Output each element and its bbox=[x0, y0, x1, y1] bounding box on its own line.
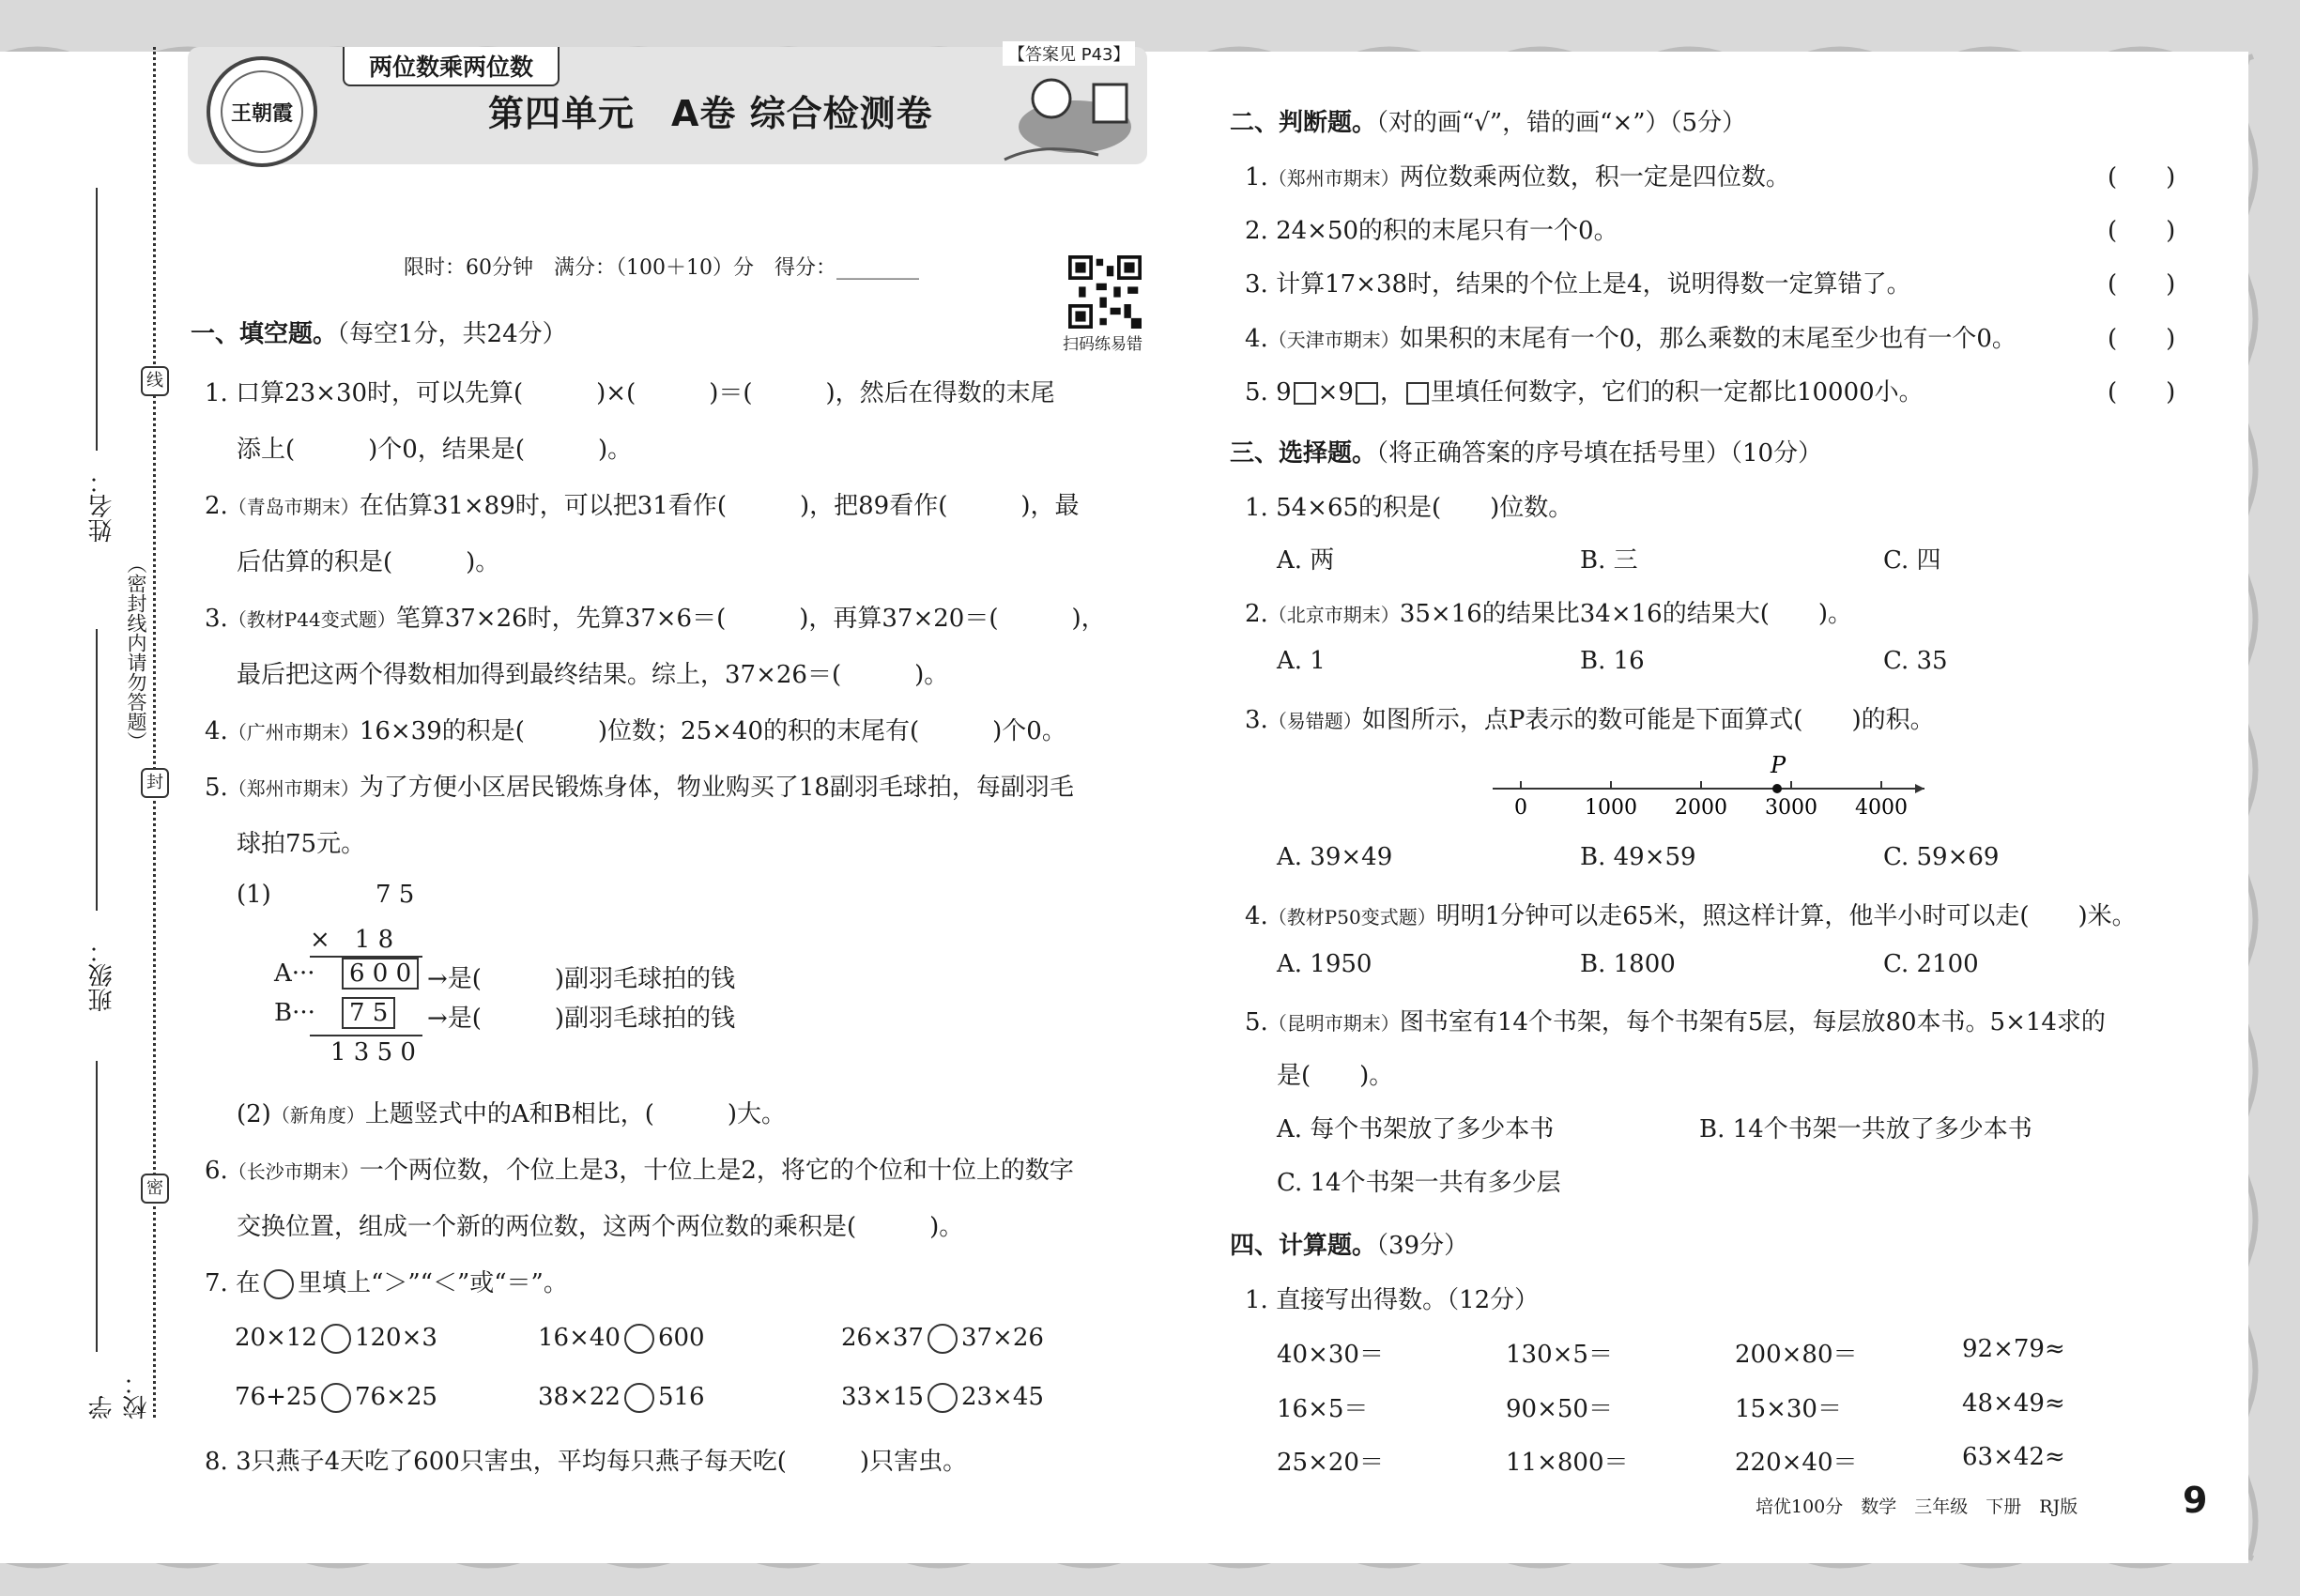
section-2-info: （对的画“√”，错的画“×”）（5分） bbox=[1376, 109, 1747, 137]
choice-3-source: （易错题） bbox=[1267, 710, 1362, 732]
q5-source: （郑州市期末） bbox=[227, 777, 360, 800]
seal-dotted-line bbox=[153, 47, 156, 1418]
section-1-title: 一、填空题。 bbox=[191, 320, 338, 348]
compare-circle[interactable] bbox=[321, 1383, 351, 1413]
square-blank-icon bbox=[1356, 382, 1378, 405]
seal-note: （密封线内请勿答题） bbox=[125, 554, 147, 751]
name-field[interactable] bbox=[96, 188, 98, 451]
q5-part2 bbox=[237, 1095, 786, 1129]
choice-5-number: 5. bbox=[1245, 1008, 1268, 1036]
calc-1-heading: 1. 直接写出得数。（12分） bbox=[1245, 1286, 1540, 1314]
tick-label: 0 bbox=[1514, 796, 1527, 820]
choice-5-option-b[interactable]: B. 14个书架一共放了多少本书 bbox=[1699, 1115, 2032, 1143]
calc-item: 16×5＝ bbox=[1277, 1395, 1369, 1423]
judge-5-text-c: ， bbox=[1379, 378, 1404, 407]
q4-line bbox=[205, 712, 1066, 746]
choice-3-option-a[interactable]: A. 39×49 bbox=[1277, 843, 1393, 871]
calc-item: 25×20＝ bbox=[1277, 1449, 1384, 1477]
q6-number: 6. bbox=[205, 1157, 228, 1185]
choice-2-option-a[interactable]: A. 1 bbox=[1277, 647, 1326, 675]
judge-1-text: 两位数乘两位数，积一定是四位数。 bbox=[1399, 163, 1790, 192]
compare-left: 33×15 bbox=[841, 1383, 924, 1411]
vertical-calc-a-label: A··· bbox=[274, 959, 315, 988]
judge-5-text-d: 里填任何数字，它们的积一定都比10000小。 bbox=[1430, 378, 1924, 407]
section-2-heading bbox=[1230, 103, 1746, 138]
judge-4 bbox=[1245, 319, 2016, 354]
q5-part1-label: (1) bbox=[237, 881, 271, 909]
section-4-heading bbox=[1230, 1226, 1468, 1261]
q6-text: 一个两位数，个位上是3，十位上是2，将它的个位和十位上的数字 bbox=[359, 1157, 1074, 1185]
calc-item: 48×49≈ bbox=[1962, 1389, 2065, 1418]
calc-item: 200×80＝ bbox=[1735, 1341, 1858, 1369]
vertical-calc-result: 1 3 5 0 bbox=[330, 1038, 416, 1067]
tick-label: 4000 bbox=[1855, 796, 1908, 820]
circle-blank-icon bbox=[264, 1269, 294, 1299]
calc-item: 220×40＝ bbox=[1735, 1449, 1858, 1477]
choice-4-option-c[interactable]: C. 2100 bbox=[1883, 950, 1979, 978]
name-label: 姓名： bbox=[88, 469, 116, 543]
choice-2-source: （北京市期末） bbox=[1267, 604, 1400, 626]
q5-text: 为了方便小区居民锻炼身体，物业购买了18副羽毛球拍，每副羽毛 bbox=[359, 774, 1074, 802]
calc-item: 130×5＝ bbox=[1506, 1341, 1613, 1369]
q5-line1 bbox=[205, 768, 1074, 803]
choice-5-line1 bbox=[1245, 1003, 2106, 1037]
choice-1-option-b[interactable]: B. 三 bbox=[1580, 546, 1638, 575]
vertical-calc-multiplier: × 1 8 bbox=[310, 926, 394, 954]
q6-source: （长沙市期末） bbox=[227, 1160, 360, 1183]
q4-text: 16×39的积是( )位数；25×40的积的末尾有( )个0。 bbox=[359, 717, 1066, 745]
square-blank-icon bbox=[1406, 382, 1429, 405]
section-4-title: 四、计算题。 bbox=[1230, 1232, 1377, 1260]
choice-5-source: （昆明市期末） bbox=[1267, 1012, 1400, 1035]
compare-circle[interactable] bbox=[928, 1324, 958, 1354]
calc-item: 63×42≈ bbox=[1962, 1443, 2065, 1471]
calc-item: 11×800＝ bbox=[1506, 1449, 1629, 1477]
header-banner bbox=[188, 47, 1147, 164]
choice-3-option-b[interactable]: B. 49×59 bbox=[1580, 843, 1696, 871]
compare-left: 26×37 bbox=[841, 1324, 924, 1352]
logo-text: 王朝霞 bbox=[221, 70, 303, 153]
judge-4-answer[interactable]: ( ) bbox=[2108, 325, 2176, 353]
choice-4-source: （教材P50变式题） bbox=[1267, 906, 1436, 928]
choice-3 bbox=[1245, 700, 1935, 735]
q3-source: （教材P44变式题） bbox=[227, 608, 396, 631]
compare-circle[interactable] bbox=[624, 1324, 654, 1354]
choice-2-option-b[interactable]: B. 16 bbox=[1580, 647, 1645, 675]
q4-source: （广州市期末） bbox=[227, 721, 360, 744]
choice-3-number: 3. bbox=[1245, 706, 1268, 734]
choice-1-option-a[interactable]: A. 两 bbox=[1277, 546, 1335, 575]
publisher-logo bbox=[207, 56, 317, 167]
q1-line1: 1. 口算23×30时，可以先算( )×( )＝( )，然后在得数的末尾 bbox=[205, 379, 1055, 407]
q1-line2: 添上( )个0，结果是( )。 bbox=[237, 436, 633, 464]
compare-circle[interactable] bbox=[928, 1383, 958, 1413]
choice-5-option-c[interactable]: C. 14个书架一共有多少层 bbox=[1277, 1169, 1561, 1197]
class-label: 班级： bbox=[88, 939, 116, 1012]
seal-mark-feng: 封 bbox=[141, 768, 169, 798]
judge-1 bbox=[1245, 158, 1790, 192]
section-1-heading bbox=[191, 315, 567, 349]
section-3-info: （将正确答案的序号填在括号里）（10分） bbox=[1376, 439, 1823, 468]
footer-info: 培优100分 数学 三年级 下册 RJ版 bbox=[1756, 1496, 2078, 1517]
judge-5-answer[interactable]: ( ) bbox=[2108, 378, 2176, 407]
school-label: 学校： bbox=[88, 1371, 151, 1420]
section-3-title: 三、选择题。 bbox=[1230, 439, 1377, 468]
q2-number: 2. bbox=[205, 492, 228, 520]
choice-2-number: 2. bbox=[1245, 600, 1268, 628]
compare-right: 23×45 bbox=[960, 1383, 1044, 1411]
choice-2-text: 35×16的结果比34×16的结果大( )。 bbox=[1399, 600, 1853, 628]
choice-1-option-c[interactable]: C. 四 bbox=[1883, 546, 1941, 575]
q3-line2: 最后把这两个得数相加得到最终结果。综上，37×26＝( )。 bbox=[237, 661, 949, 689]
school-field[interactable] bbox=[96, 1061, 98, 1352]
point-p bbox=[1772, 784, 1782, 793]
compare-right: 120×3 bbox=[354, 1324, 437, 1352]
mascot-illustration bbox=[986, 66, 1145, 164]
vertical-calc-top: 7 5 bbox=[376, 881, 415, 909]
calc-item: 92×79≈ bbox=[1962, 1335, 2065, 1363]
q8-line: 8. 3只燕子4天吃了600只害虫，平均每只燕子每天吃( )只害虫。 bbox=[205, 1448, 968, 1476]
vertical-calc-a-box bbox=[342, 958, 419, 990]
a-box-value: 6 0 0 bbox=[342, 958, 419, 990]
judge-4-text: 如果积的末尾有一个0，那么乘数的末尾至少也有一个0。 bbox=[1399, 325, 2016, 353]
q6-line1 bbox=[205, 1151, 1074, 1186]
q3-line1 bbox=[205, 599, 1106, 634]
q2-source: （青岛市期末） bbox=[227, 496, 360, 518]
choice-2 bbox=[1245, 594, 1852, 629]
compare-circle[interactable] bbox=[624, 1383, 654, 1413]
q6-line2: 交换位置，组成一个新的两位数，这两个两位数的乘积是( )。 bbox=[237, 1213, 964, 1241]
choice-1: 1. 54×65的积是( )位数。 bbox=[1245, 494, 1573, 522]
q7-text-post: 里填上“＞”“＜”或“＝”。 bbox=[298, 1269, 568, 1297]
compare-item-4 bbox=[235, 1383, 437, 1413]
unit-subtitle: 两位数乘两位数 bbox=[343, 47, 560, 86]
calc-item: 90×50＝ bbox=[1506, 1395, 1613, 1423]
judge-1-number: 1. bbox=[1245, 163, 1268, 192]
judge-3: 3. 计算17×38时，结果的个位上是4，说明得数一定算错了。 bbox=[1245, 270, 1911, 299]
judge-2-answer[interactable]: ( ) bbox=[2108, 217, 2176, 245]
seal-mark-mi: 密 bbox=[141, 1174, 169, 1204]
binding-margin bbox=[84, 47, 174, 1418]
choice-4-option-b[interactable]: B. 1800 bbox=[1580, 950, 1676, 978]
compare-left: 38×22 bbox=[538, 1383, 621, 1411]
judge-4-number: 4. bbox=[1245, 325, 1268, 353]
section-4-info: （39分） bbox=[1376, 1232, 1469, 1260]
q5-number: 5. bbox=[205, 774, 228, 802]
choice-4 bbox=[1245, 897, 2137, 931]
class-field[interactable] bbox=[96, 629, 98, 911]
section-2-title: 二、判断题。 bbox=[1230, 109, 1377, 137]
compare-item-5 bbox=[538, 1383, 705, 1413]
b-box-value: 7 5 bbox=[342, 997, 395, 1029]
calc-item: 15×30＝ bbox=[1735, 1395, 1842, 1423]
compare-right: 37×26 bbox=[960, 1324, 1044, 1352]
q5-part2-text: 上题竖式中的A和B相比，( )大。 bbox=[364, 1100, 787, 1128]
choice-4-text: 明明1分钟可以走65米，照这样计算，他半小时可以走( )米。 bbox=[1435, 902, 2137, 930]
compare-item-3 bbox=[841, 1324, 1044, 1354]
tick-label: 2000 bbox=[1675, 796, 1727, 820]
vertical-calc-a-text: →是( )副羽毛球拍的钱 bbox=[427, 965, 736, 993]
judge-1-answer[interactable]: ( ) bbox=[2108, 163, 2176, 192]
vertical-calc-b-label: B··· bbox=[274, 999, 315, 1027]
q4-number: 4. bbox=[205, 717, 228, 745]
q3-text: 笔算37×26时，先算37×6＝( )，再算37×20＝( )， bbox=[395, 605, 1106, 633]
number-line bbox=[1483, 746, 1934, 821]
compare-left: 76+25 bbox=[235, 1383, 317, 1411]
compare-item-6 bbox=[841, 1383, 1044, 1413]
section-1-info: （每空1分，共24分） bbox=[337, 320, 567, 348]
compare-circle[interactable] bbox=[321, 1324, 351, 1354]
judge-5-text-a: 5. 9 bbox=[1245, 378, 1292, 407]
answer-reference: 【答案见 P43】 bbox=[1003, 41, 1135, 66]
square-blank-icon bbox=[1294, 382, 1316, 405]
page-title: 第四单元 A卷 综合检测卷 bbox=[488, 93, 933, 134]
compare-item-1 bbox=[235, 1324, 437, 1354]
compare-right: 600 bbox=[657, 1324, 705, 1352]
choice-2-option-c[interactable]: C. 35 bbox=[1883, 647, 1948, 675]
q2-text: 在估算31×89时，可以把31看作( )，把89看作( )，最 bbox=[359, 492, 1080, 520]
vertical-calc-rule-2 bbox=[310, 1035, 422, 1036]
q7-text-pre: 7. 在 bbox=[205, 1269, 261, 1297]
vertical-calc-b-box bbox=[342, 997, 395, 1029]
choice-5-line2: 是( )。 bbox=[1277, 1062, 1394, 1090]
qr-caption: 扫码练易错 bbox=[1063, 335, 1142, 354]
judge-3-answer[interactable]: ( ) bbox=[2108, 270, 2176, 299]
vertical-calc-b-text: →是( )副羽毛球拍的钱 bbox=[427, 1005, 736, 1033]
q5-line2: 球拍75元。 bbox=[237, 830, 366, 858]
q2-line1 bbox=[205, 486, 1080, 521]
point-p-label: P bbox=[1771, 752, 1786, 778]
judge-2: 2. 24×50的积的末尾只有一个0。 bbox=[1245, 217, 1618, 245]
choice-3-text: 如图所示，点P表示的数可能是下面算式( )的积。 bbox=[1361, 706, 1935, 734]
time-score-info: 限时：60分钟 满分：（100＋10）分 得分：________ bbox=[404, 256, 919, 280]
compare-right: 76×25 bbox=[354, 1383, 437, 1411]
q2-line2: 后估算的积是( )。 bbox=[237, 548, 500, 576]
choice-5-option-a[interactable]: A. 每个书架放了多少本书 bbox=[1277, 1115, 1555, 1143]
compare-right: 516 bbox=[657, 1383, 705, 1411]
choice-3-option-c[interactable]: C. 59×69 bbox=[1883, 843, 2000, 871]
q7-line bbox=[205, 1264, 568, 1299]
judge-5 bbox=[1245, 373, 1924, 407]
section-3-heading bbox=[1230, 434, 1822, 468]
judge-4-source: （天津市期末） bbox=[1267, 329, 1400, 351]
q5-part2-source: （新角度） bbox=[270, 1104, 365, 1127]
tick-label: 3000 bbox=[1765, 796, 1817, 820]
tick-label: 1000 bbox=[1585, 796, 1637, 820]
page-number: 9 bbox=[2183, 1480, 2208, 1521]
judge-5-text-b: ×9 bbox=[1317, 378, 1354, 407]
choice-4-option-a[interactable]: A. 1950 bbox=[1277, 950, 1372, 978]
qr-code[interactable] bbox=[1068, 255, 1142, 329]
seal-mark-line: 线 bbox=[141, 366, 169, 396]
compare-left: 16×40 bbox=[538, 1324, 621, 1352]
calc-item: 40×30＝ bbox=[1277, 1341, 1384, 1369]
choice-4-number: 4. bbox=[1245, 902, 1268, 930]
compare-left: 20×12 bbox=[235, 1324, 317, 1352]
choice-5-text: 图书室有14个书架，每个书架有5层，每层放80本书。5×14求的 bbox=[1399, 1008, 2106, 1036]
q5-part2-label: (2) bbox=[237, 1100, 271, 1128]
q3-number: 3. bbox=[205, 605, 228, 633]
compare-item-2 bbox=[538, 1324, 705, 1354]
judge-1-source: （郑州市期末） bbox=[1267, 167, 1400, 190]
